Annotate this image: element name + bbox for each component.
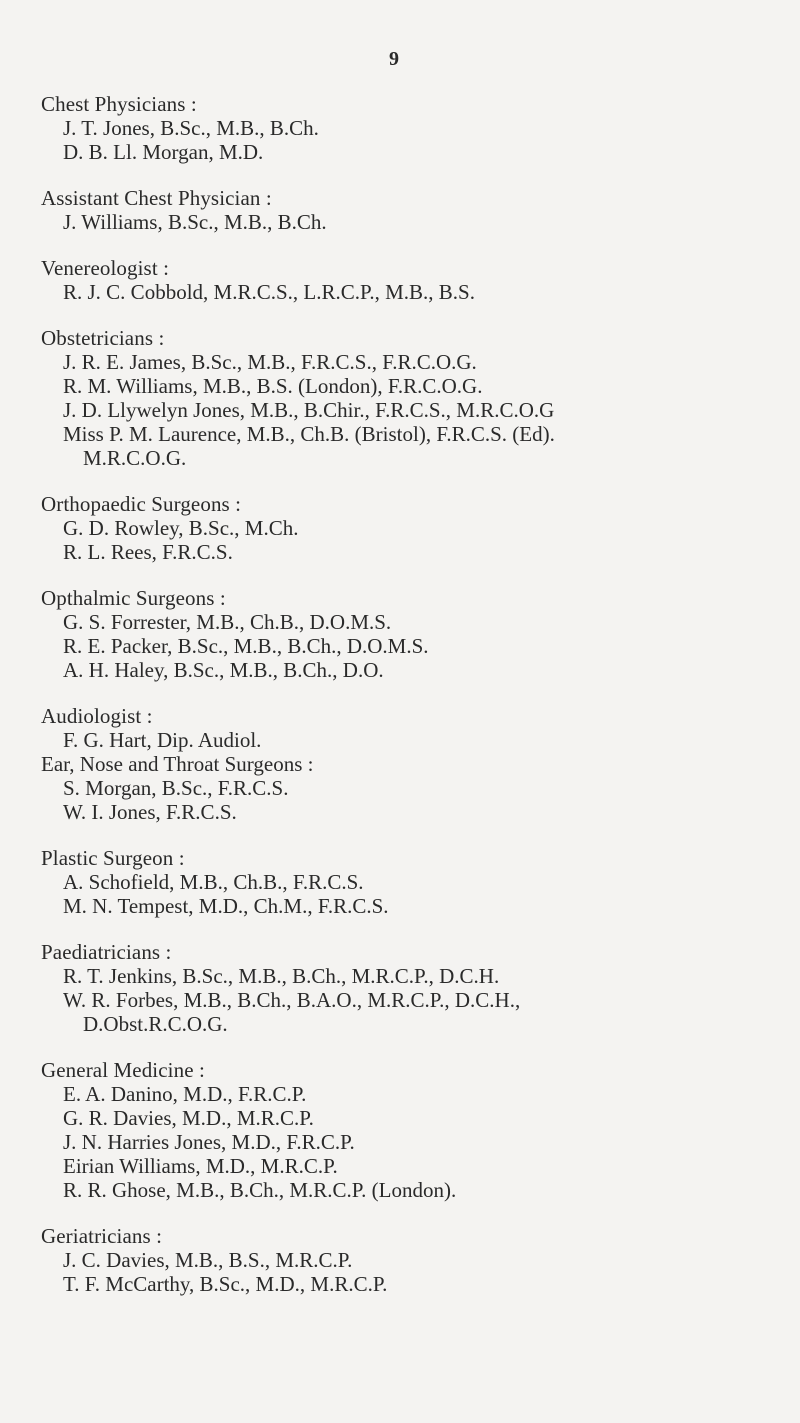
staff-entry: M. N. Tempest, M.D., Ch.M., F.R.C.S. bbox=[63, 894, 389, 918]
page-number: 9 bbox=[389, 48, 399, 70]
section-opthalmic-surgeons bbox=[41, 586, 791, 682]
section-heading: Geriatricians : bbox=[41, 1224, 163, 1248]
section-heading: Chest Physicians : bbox=[41, 92, 197, 116]
section-paediatricians bbox=[41, 940, 791, 1036]
staff-entry: J. R. E. James, B.Sc., M.B., F.R.C.S., F.R.C.O.G. bbox=[63, 350, 477, 374]
section-assistant-chest-physician bbox=[41, 186, 791, 234]
staff-entry: J. N. Harries Jones, M.D., F.R.C.P. bbox=[63, 1130, 355, 1154]
staff-entry: F. G. Hart, Dip. Audiol. bbox=[63, 728, 262, 752]
section-heading: Opthalmic Surgeons : bbox=[41, 586, 226, 610]
staff-entry: J. Williams, B.Sc., M.B., B.Ch. bbox=[63, 210, 327, 234]
staff-entry: S. Morgan, B.Sc., F.R.C.S. bbox=[63, 776, 289, 800]
staff-entry: R. M. Williams, M.B., B.S. (London), F.R.C.O.G. bbox=[63, 374, 483, 398]
section-plastic-surgeon bbox=[41, 846, 791, 918]
staff-entry: J. T. Jones, B.Sc., M.B., B.Ch. bbox=[63, 116, 319, 140]
staff-entry: Miss P. M. Laurence, M.B., Ch.B. (Bristol), F.R.C.S. (Ed). bbox=[63, 422, 555, 446]
section-heading: Venereologist : bbox=[41, 256, 170, 280]
staff-entry: G. S. Forrester, M.B., Ch.B., D.O.M.S. bbox=[63, 610, 392, 634]
section-heading-ent: Ear, Nose and Throat Surgeons : bbox=[41, 752, 314, 776]
section-heading: Audiologist : bbox=[41, 704, 153, 728]
section-general-medicine bbox=[41, 1058, 791, 1202]
section-audiologist-ent bbox=[41, 704, 791, 824]
staff-entry: T. F. McCarthy, B.Sc., M.D., M.R.C.P. bbox=[63, 1272, 388, 1296]
section-obstetricians bbox=[41, 326, 791, 470]
staff-entry: R. T. Jenkins, B.Sc., M.B., B.Ch., M.R.C.P., D.C.H. bbox=[63, 964, 500, 988]
section-heading: Orthopaedic Surgeons : bbox=[41, 492, 242, 516]
staff-entry: J. D. Llywelyn Jones, M.B., B.Chir., F.R.C.S., M.R.C.O.G bbox=[63, 398, 555, 422]
section-geriatricians bbox=[41, 1224, 791, 1296]
staff-entry: R. R. Ghose, M.B., B.Ch., M.R.C.P. (London). bbox=[63, 1178, 457, 1202]
staff-entry-continuation: D.Obst.R.C.O.G. bbox=[83, 1012, 228, 1036]
staff-entry: W. I. Jones, F.R.C.S. bbox=[63, 800, 237, 824]
staff-entry: W. R. Forbes, M.B., B.Ch., B.A.O., M.R.C.P., D.C.H., bbox=[63, 988, 521, 1012]
section-heading: Paediatricians : bbox=[41, 940, 172, 964]
section-orthopaedic-surgeons bbox=[41, 492, 791, 564]
section-heading: Obstetricians : bbox=[41, 326, 165, 350]
section-heading: Plastic Surgeon : bbox=[41, 846, 185, 870]
section-chest-physicians bbox=[41, 92, 791, 164]
staff-entry: R. J. C. Cobbold, M.R.C.S., L.R.C.P., M.B., B.S. bbox=[63, 280, 475, 304]
staff-entry: A. Schofield, M.B., Ch.B., F.R.C.S. bbox=[63, 870, 364, 894]
section-heading: General Medicine : bbox=[41, 1058, 205, 1082]
staff-entry: R. L. Rees, F.R.C.S. bbox=[63, 540, 233, 564]
staff-entry: G. D. Rowley, B.Sc., M.Ch. bbox=[63, 516, 299, 540]
staff-entry: J. C. Davies, M.B., B.S., M.R.C.P. bbox=[63, 1248, 353, 1272]
staff-entry: R. E. Packer, B.Sc., M.B., B.Ch., D.O.M.S. bbox=[63, 634, 429, 658]
staff-list bbox=[41, 92, 791, 1318]
staff-entry-continuation: M.R.C.O.G. bbox=[83, 446, 187, 470]
section-venereologist bbox=[41, 256, 791, 304]
staff-entry: E. A. Danino, M.D., F.R.C.P. bbox=[63, 1082, 307, 1106]
staff-entry: Eirian Williams, M.D., M.R.C.P. bbox=[63, 1154, 338, 1178]
staff-entry: D. B. Ll. Morgan, M.D. bbox=[63, 140, 264, 164]
staff-entry: A. H. Haley, B.Sc., M.B., B.Ch., D.O. bbox=[63, 658, 384, 682]
staff-entry: G. R. Davies, M.D., M.R.C.P. bbox=[63, 1106, 314, 1130]
section-heading: Assistant Chest Physician : bbox=[41, 186, 272, 210]
